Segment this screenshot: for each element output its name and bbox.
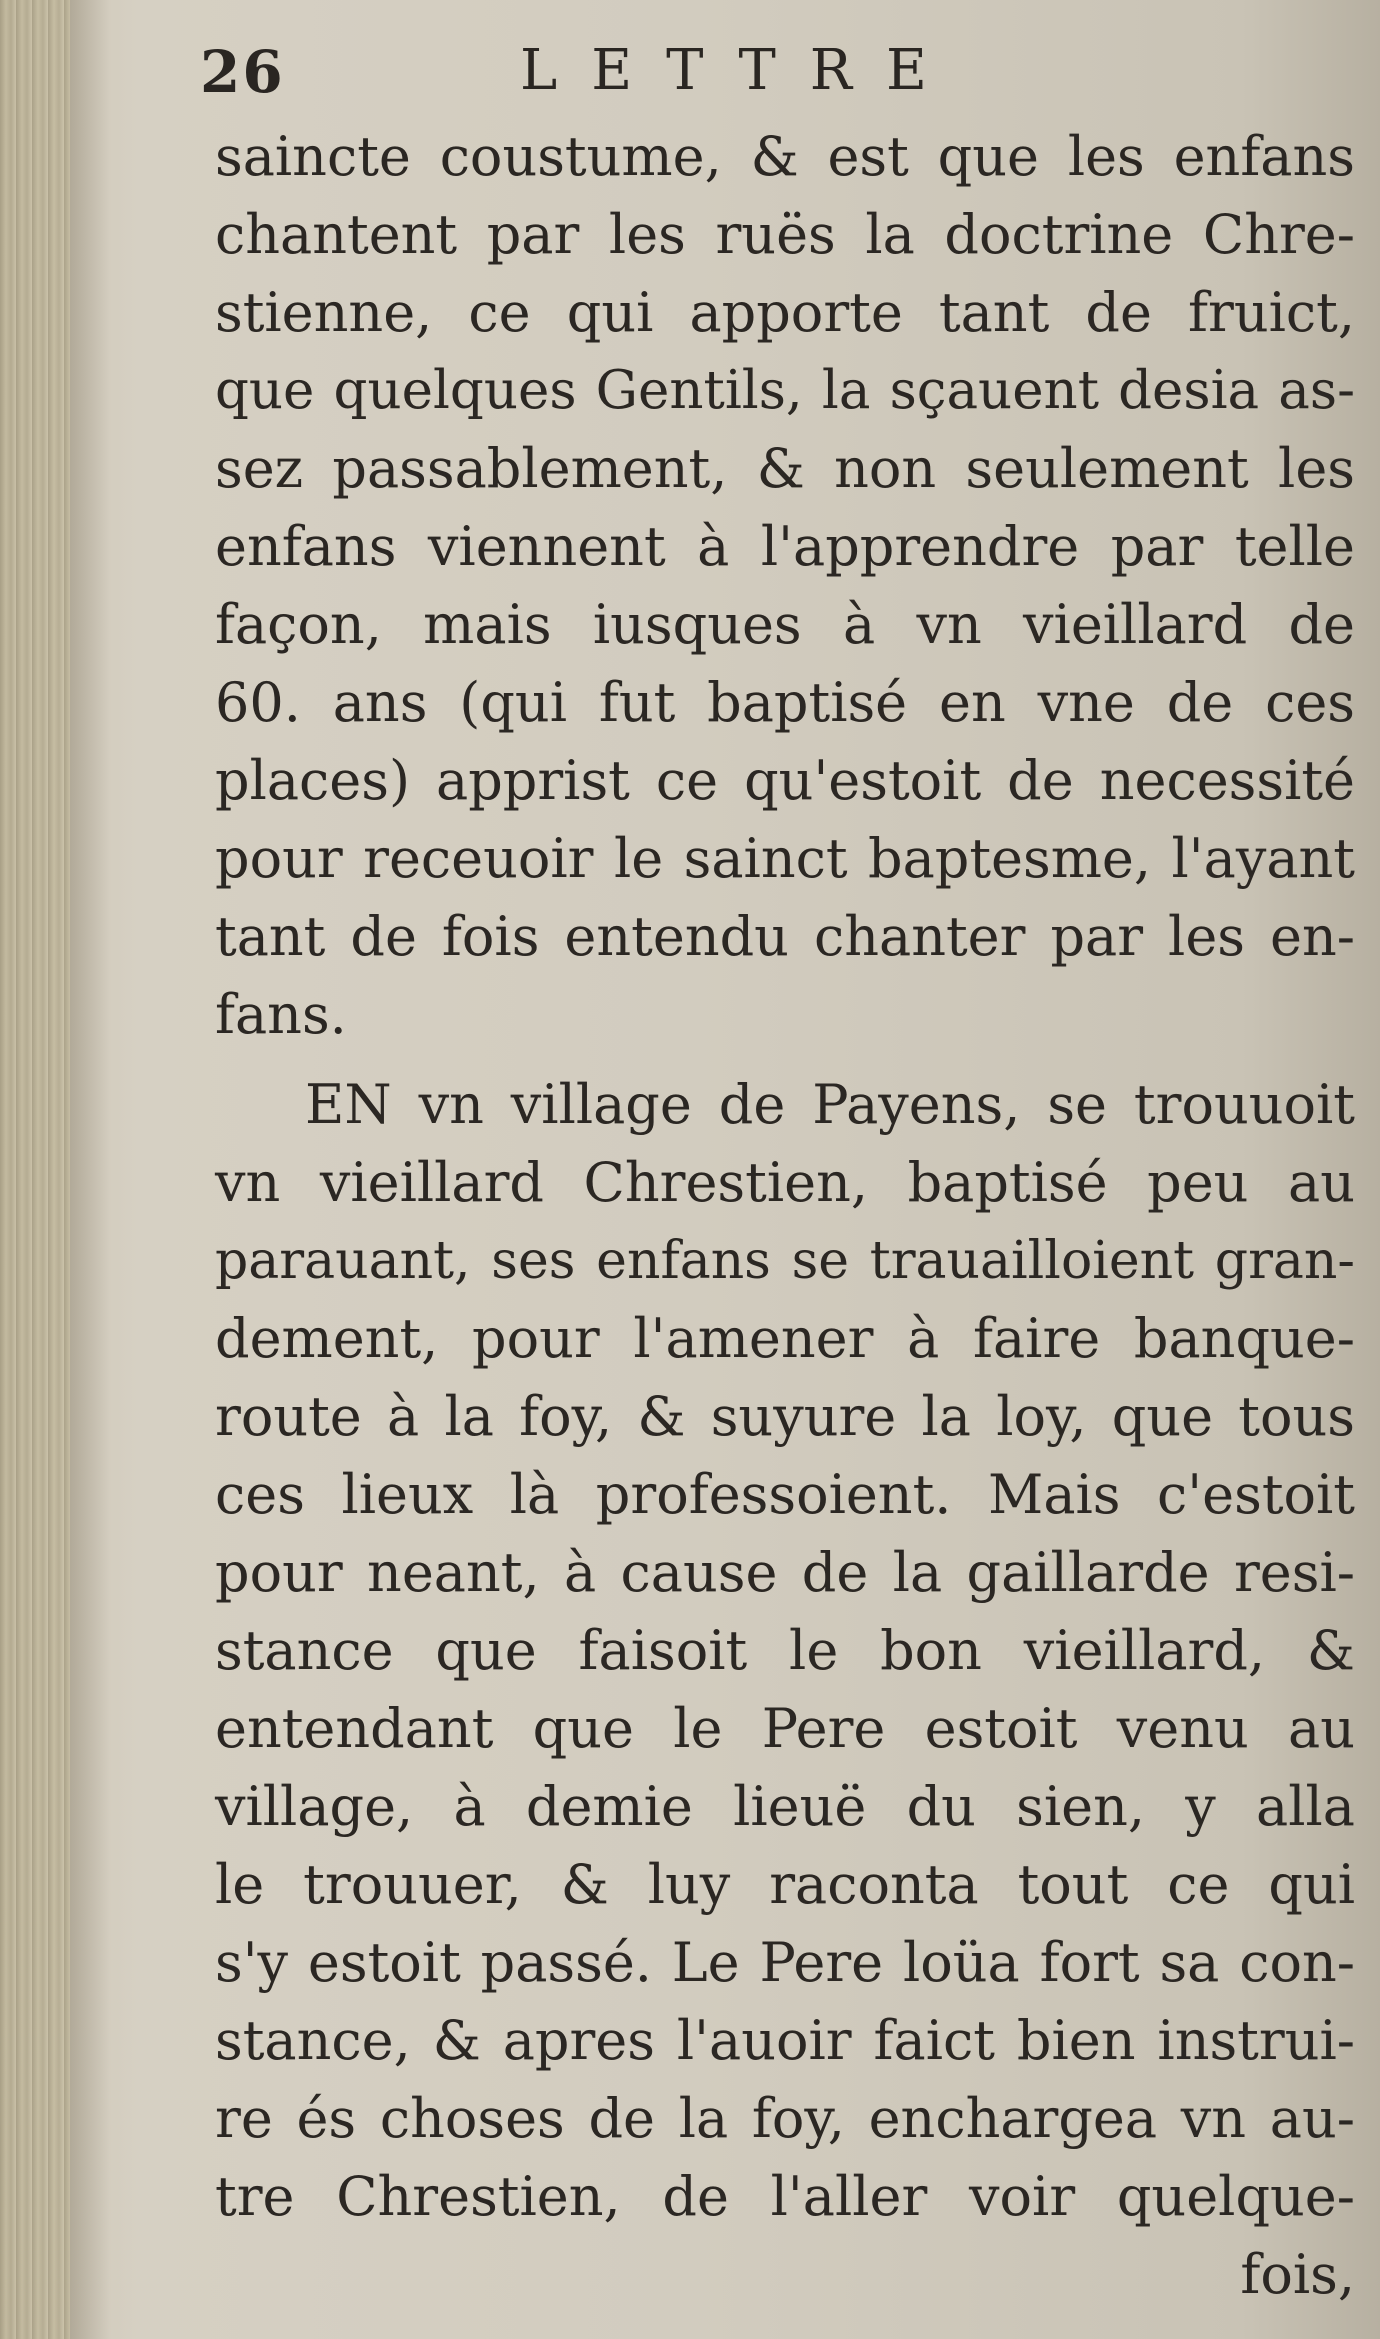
text-line: fans.: [215, 983, 347, 1046]
text-line: sez passablement, & non seulement les: [215, 437, 1355, 500]
gutter-shadow: [70, 0, 110, 2339]
text-line: dement, pour l'amener à faire banque-: [215, 1307, 1355, 1370]
paragraph-spacer: [215, 1054, 1355, 1066]
text-line: le trouuer, & luy raconta tout ce qui: [215, 1853, 1355, 1916]
text-line: route à la foy, & suyure la loy, que tous: [215, 1385, 1355, 1448]
text-line: re és choses de la foy, enchargea vn au-: [215, 2087, 1355, 2150]
text-line: village, à demie lieuë du sien, y alla: [215, 1775, 1355, 1838]
catchword: fois,: [1240, 2243, 1355, 2306]
text-line: pour receuoir le sainct baptesme, l'ayant: [215, 827, 1355, 890]
page-header: [200, 38, 1300, 118]
text-line: places) apprist ce qu'estoit de necessité: [215, 749, 1355, 812]
running-head: LETTRE: [520, 38, 961, 103]
paragraph-1: [215, 118, 1355, 1054]
text-line: façon, mais iusques à vn vieillard de: [215, 593, 1355, 656]
text-line: parauant, ses enfans se trauailloient gran-: [215, 1231, 1355, 1291]
text-line: stienne, ce qui apporte tant de fruict,: [215, 281, 1355, 344]
text-line: ces lieux là professoient. Mais c'estoit: [215, 1463, 1355, 1526]
text-line: chantent par les ruës la doctrine Chre-: [215, 203, 1355, 266]
text-line: saincte coustume, & est que les enfans: [215, 125, 1355, 188]
page-number: 26: [200, 38, 285, 106]
paragraph-2: [215, 1066, 1355, 2236]
text-line: stance, & apres l'auoir faict bien instrui-: [215, 2009, 1355, 2072]
page-gutter: [0, 0, 70, 2339]
text-line: entendant que le Pere estoit venu au: [215, 1697, 1355, 1760]
text-line: enfans viennent à l'apprendre par telle: [215, 515, 1355, 578]
text-line: tre Chrestien, de l'aller voir quelque-: [215, 2165, 1355, 2228]
text-line: tant de fois entendu chanter par les en-: [215, 905, 1355, 968]
text-line: EN vn village de Payens, se trouuoit: [305, 1073, 1355, 1136]
text-line: vn vieillard Chrestien, baptisé peu au: [215, 1151, 1355, 1214]
text-line: 60. ans (qui fut baptisé en vne de ces: [215, 671, 1355, 734]
text-line: pour neant, à cause de la gaillarde resi-: [215, 1541, 1355, 1604]
text-line: que quelques Gentils, la sçauent desia as-: [215, 360, 1355, 421]
text-block: [215, 118, 1355, 2314]
text-line: stance que faisoit le bon vieillard, &: [215, 1619, 1355, 1682]
text-line: s'y estoit passé. Le Pere loüa fort sa con-: [215, 1931, 1355, 1994]
